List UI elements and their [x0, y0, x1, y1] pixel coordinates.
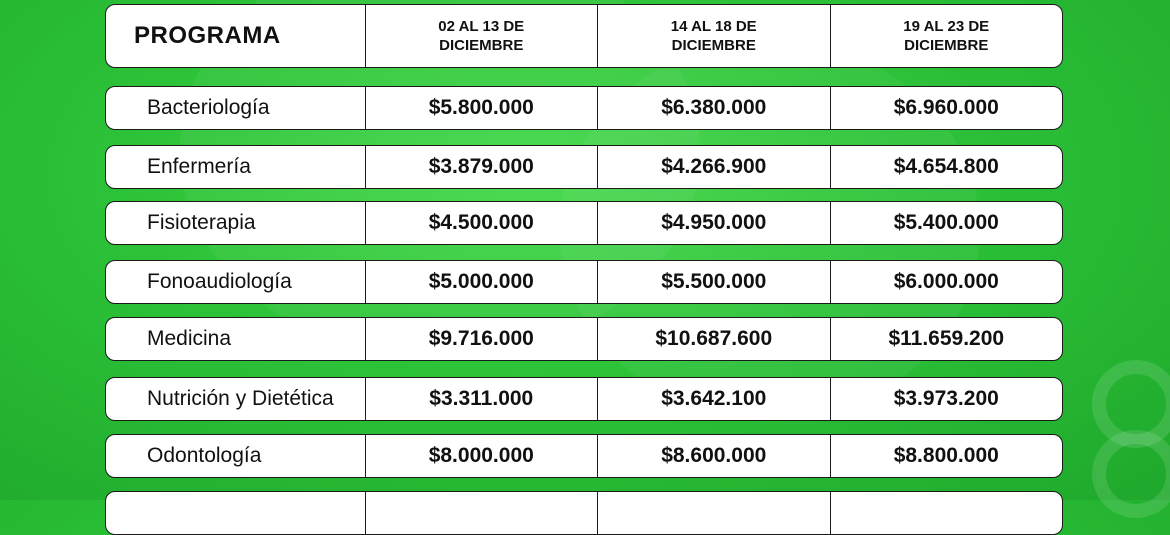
header-period-3-line2: DICIEMBRE [904, 37, 989, 54]
price-cell: $4.950.000 [661, 211, 767, 234]
price-cell: $3.879.000 [428, 155, 534, 178]
header-period-1-line2: DICIEMBRE [439, 37, 524, 54]
price-cell: $6.380.000 [661, 96, 767, 119]
program-name: Fonoaudiología [147, 270, 292, 293]
table-row [105, 201, 1063, 245]
price-cell: $8.800.000 [893, 444, 999, 467]
price-cell: $3.973.200 [893, 387, 999, 410]
header-period-1-line1: 02 AL 13 DE [438, 17, 525, 35]
header-program-label: PROGRAMA [134, 22, 281, 49]
price-cell: $5.000.000 [428, 270, 534, 293]
program-name: Odontología [147, 444, 262, 467]
decorative-ring [1092, 430, 1170, 518]
table-row [105, 260, 1063, 304]
table-header-row [105, 4, 1063, 68]
price-cell: $8.000.000 [428, 444, 534, 467]
price-cell: $4.500.000 [428, 211, 534, 234]
header-program-cell [106, 5, 365, 67]
header-period-cell [830, 5, 1063, 67]
price-cell: $4.654.800 [893, 155, 999, 178]
price-cell: $3.311.000 [429, 387, 534, 410]
price-cell: $10.687.600 [655, 327, 773, 350]
price-cell: $6.960.000 [893, 96, 999, 119]
header-period-3-line1: 19 AL 23 DE [903, 17, 990, 35]
price-cell: $5.500.000 [661, 270, 767, 293]
price-cell: $4.266.900 [661, 155, 767, 178]
price-cell: $11.659.200 [888, 327, 1005, 350]
table-row [105, 86, 1063, 130]
program-name: Medicina [147, 327, 232, 350]
table-row [105, 145, 1063, 189]
table-row [105, 377, 1063, 421]
price-cell: $5.800.000 [428, 96, 534, 119]
price-cell: $9.716.000 [428, 327, 534, 350]
header-period-cell [365, 5, 598, 67]
header-period-cell [597, 5, 830, 67]
program-name: Fisioterapia [147, 211, 256, 234]
price-cell: $6.000.000 [893, 270, 999, 293]
table-row [105, 317, 1063, 361]
price-cell: $3.642.100 [661, 387, 767, 410]
program-name: Bacteriología [147, 96, 270, 119]
table-row-partial [105, 491, 1063, 535]
header-period-2-line1: 14 AL 18 DE [670, 17, 757, 35]
program-name: Nutrición y Dietética [147, 387, 334, 410]
table-row [105, 434, 1063, 478]
header-period-2-line2: DICIEMBRE [671, 37, 756, 54]
price-cell: $8.600.000 [661, 444, 767, 467]
price-cell: $5.400.000 [893, 211, 999, 234]
program-name: Enfermería [147, 155, 251, 178]
